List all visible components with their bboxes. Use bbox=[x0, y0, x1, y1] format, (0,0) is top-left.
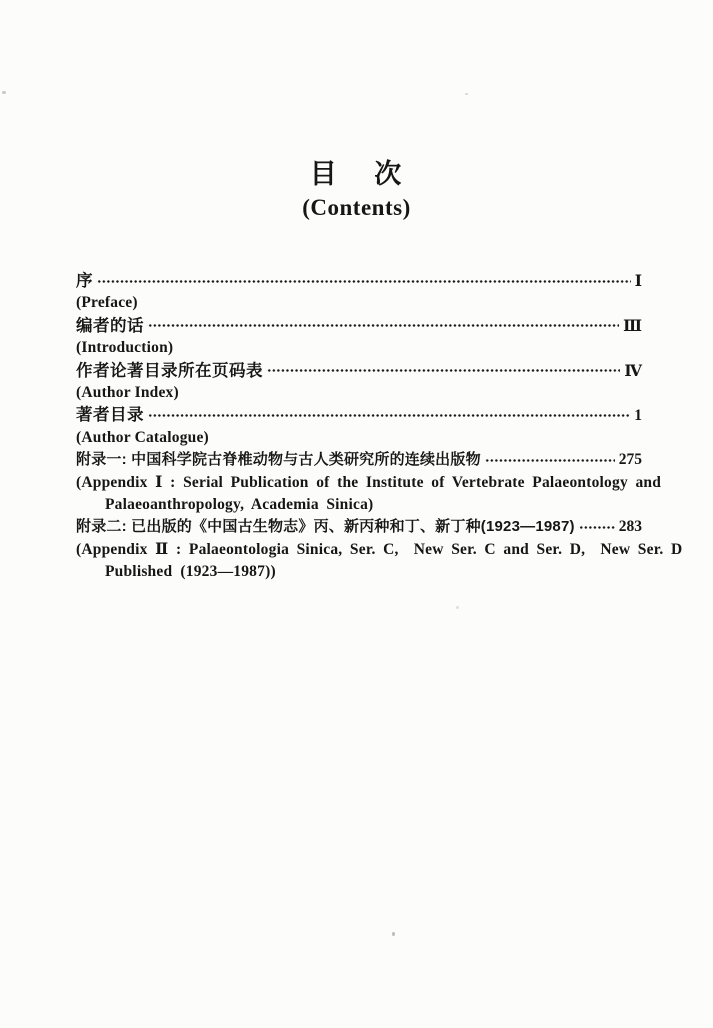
toc-entry-subtitle-line2: Palaeoanthropology, Academia Sinica) bbox=[105, 495, 374, 513]
toc-entry-translation bbox=[76, 337, 642, 359]
dot-leader bbox=[578, 525, 615, 530]
dot-leader bbox=[147, 323, 619, 328]
dot-leader bbox=[266, 368, 620, 373]
toc-entry-translation bbox=[76, 472, 662, 494]
toc-entry-translation-continued bbox=[76, 561, 642, 583]
toc-entry-subtitle: (Author Catalogue) bbox=[76, 428, 209, 446]
dot-leader bbox=[96, 279, 631, 284]
toc-entry-translation-continued bbox=[76, 494, 642, 516]
title-block bbox=[0, 152, 713, 221]
toc-entry-translation bbox=[76, 427, 642, 449]
toc-page-number: Ⅰ bbox=[634, 273, 642, 290]
toc-entry-author-catalogue bbox=[76, 404, 642, 426]
toc-entry-translation bbox=[76, 382, 642, 404]
toc-entry-label: 作者论著目录所在页码表 bbox=[76, 361, 263, 380]
scan-speck bbox=[392, 932, 395, 936]
dot-leader bbox=[484, 458, 615, 463]
toc-entry-author-index bbox=[76, 360, 642, 382]
toc-entry-translation bbox=[76, 539, 683, 561]
toc-entry-subtitle: (Appendix Ⅱ : Palaeontologia Sinica, Ser. C, New Ser. C and Ser. D, New Ser. D bbox=[76, 540, 683, 558]
scan-speck bbox=[465, 93, 468, 95]
toc-entry-preface bbox=[76, 270, 642, 292]
toc-entry-appendix-1 bbox=[76, 449, 642, 471]
toc-entry-subtitle: (Preface) bbox=[76, 294, 138, 312]
toc-entry-label: 编者的话 bbox=[76, 316, 144, 335]
toc-page-number: Ⅲ bbox=[623, 317, 642, 335]
page-title-english: (Contents) bbox=[302, 195, 411, 220]
toc-entry-appendix-2 bbox=[76, 516, 642, 538]
scan-speck bbox=[2, 91, 6, 94]
dot-leader bbox=[147, 413, 630, 418]
toc-entry-label: 序 bbox=[76, 272, 93, 290]
toc-entry-subtitle: (Author Index) bbox=[76, 383, 179, 401]
toc-entry-translation bbox=[76, 292, 642, 314]
toc-page-number: 275 bbox=[618, 451, 642, 469]
toc-page-number: 1 bbox=[634, 407, 642, 425]
scan-speck bbox=[456, 606, 459, 609]
toc-entry-introduction bbox=[76, 315, 642, 337]
toc-entry-subtitle: (Appendix Ⅰ : Serial Publication of the Institute of Vertebrate Palaeontology and bbox=[76, 473, 662, 491]
toc-entry-subtitle-line2: Published (1923—1987)) bbox=[105, 563, 276, 581]
toc-entry-label: 著者目录 bbox=[76, 406, 144, 425]
page-title-chinese: 目 次 bbox=[309, 159, 404, 189]
toc-entry-label: 附录二: 已出版的《中国古生物志》丙、新丙种和丁、新丁种(1923—1987) bbox=[76, 518, 575, 536]
toc-page-number: 283 bbox=[618, 518, 642, 536]
toc-entry-subtitle: (Introduction) bbox=[76, 339, 174, 357]
table-of-contents bbox=[76, 270, 683, 583]
toc-page-number: Ⅳ bbox=[624, 362, 642, 380]
toc-entry-label: 附录一: 中国科学院古脊椎动物与古人类研究所的连续出版物 bbox=[76, 451, 481, 469]
